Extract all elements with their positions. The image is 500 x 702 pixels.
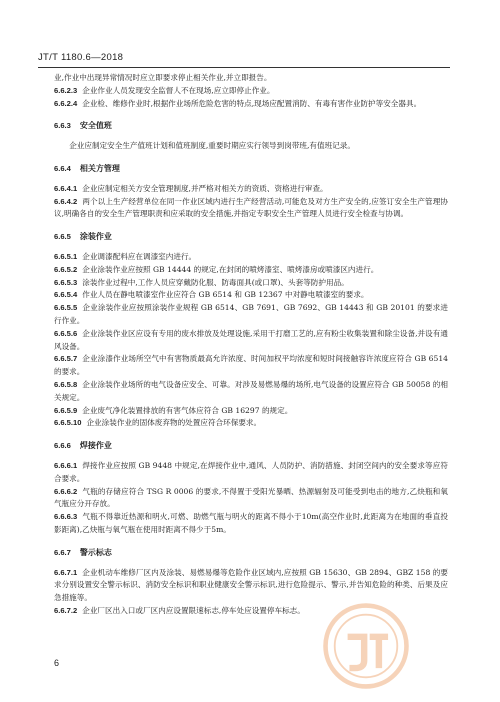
clause-text: 企业涂装作业场所的电气设备应安全、可靠。对涉及易燃易爆的场所,电气设备的设置应符合 GB 50058 的相关规定。 xyxy=(54,379,448,402)
clause-6-6-4-1 xyxy=(54,183,448,196)
page-number: 6 xyxy=(54,658,60,668)
clause-6-6-5-8 xyxy=(54,379,448,405)
section-title-6-6-3: 6.6.3 安全值班 xyxy=(54,121,112,131)
jt-seal-icon xyxy=(320,600,412,692)
clause-6-6-5-6 xyxy=(54,328,448,354)
clause-number: 6.6.4.1 xyxy=(54,183,78,193)
clause-6-6-5-4 xyxy=(54,289,448,302)
clause-number: 6.6.4.2 xyxy=(54,196,78,206)
section-title-6-6-6: 6.6.6 焊接作业 xyxy=(54,441,112,451)
clause-6-6-5-3 xyxy=(54,277,448,290)
clause-text: 涂装作业过程中,工作人员应穿戴防化服、防毒面具(或口罩)、头套等防护用品。 xyxy=(82,277,349,287)
clause-text: 企业涂装作业应按照涂装作业规程 GB 6514、GB 7691、GB 7692、GB 14443 和 GB 20101 的要求进行作业。 xyxy=(54,303,448,325)
clause-text: 企业应制定相关方安全管理制度,并严格对相关方的资质、资格进行审查。 xyxy=(82,183,328,193)
clause-number: 6.6.5.5 xyxy=(54,303,78,313)
clause-text: 气瓶的存储应符合 TSG R 0006 的要求,不得置于受阳光暴晒、热源辐射及可能受到电击的地方,乙炔瓶和氧气瓶应分开存放。 xyxy=(54,486,448,509)
clause-text: 企业涂装作业区应设有专用的废水排放及处理设施,采用干打磨工艺的,应有粉尘收集装置和除尘设备,并设有通风设备。 xyxy=(54,328,448,351)
document-body xyxy=(54,72,448,618)
clause-number: 6.6.5.6 xyxy=(54,328,78,338)
clause-text: 企业涂装作业应按照 GB 14444 的规定,在封闭的喷烤漆室、喷烤漆房或喷漆区内进行。 xyxy=(82,264,379,274)
clause-number: 6.6.5.10 xyxy=(54,418,82,428)
clause-6-6-4-2 xyxy=(54,196,448,222)
clause-6-6-5-2 xyxy=(54,264,448,277)
clause-text: 企业作业人员发现安全监督人不在现场,应立即停止作业。 xyxy=(82,85,275,95)
clause-number: 6.6.5.3 xyxy=(54,277,78,287)
clause-number: 6.6.6.1 xyxy=(54,460,78,470)
clause-number: 6.6.2.4 xyxy=(54,98,78,108)
section-items-6-6-5 xyxy=(54,251,448,430)
clause-number: 6.6.5.4 xyxy=(54,290,78,300)
clause-text: 企业涂装作业的固体废弃物的处置应符合环保要求。 xyxy=(86,418,262,428)
clause-text: 作业人员在静电喷漆室作业应符合 GB 6514 和 GB 12367 中对静电喷漆室的要求。 xyxy=(82,290,369,300)
section-title-6-6-4: 6.6.4 相关方管理 xyxy=(54,163,120,173)
clause-number: 6.6.2.3 xyxy=(54,85,78,95)
clause-number: 6.6.6.2 xyxy=(54,486,78,496)
clause-text: 企业涂漆作业场所空气中有害物质最高允许浓度、时间加权平均浓度和短时间接触容许浓度应符合 GB 6514 的要求。 xyxy=(54,354,448,377)
continued-paragraph: 业,作业中出现异常情况时应立即要求停止相关作业,并立即报告。 xyxy=(54,73,272,82)
clause-number: 6.6.7.2 xyxy=(54,605,78,615)
clause-6-6-6-2 xyxy=(54,486,448,512)
clause-text: 企业机动车维修厂区内及涂装、易燃易爆等危险作业区域内,应按照 GB 15630、GB 2894、GBZ 158 的要求分别设置安全警示标识、消防安全标识和职业健康安全警示标识,进行危险提示、警示,并告知危险的种类、后果及应急措施等。 xyxy=(54,567,448,603)
clause-6-6-5-1 xyxy=(54,251,448,264)
standard-code: JT/T 1180.6—2018 xyxy=(38,52,124,63)
clause-6-6-6-1 xyxy=(54,460,448,486)
header-rule xyxy=(38,67,450,68)
clause-text: 企业调漆配料应在调漆室内进行。 xyxy=(82,251,197,261)
clause-6-6-2-4 xyxy=(54,98,448,111)
section-body-6-6-3: 企业应制定安全生产值班计划和值班制度,重要时期应实行领导到岗带班,有值班记录。 xyxy=(69,141,355,151)
clause-text: 两个以上生产经营单位在同一作业区域内进行生产经营活动,可能危及对方生产安全的,应签订安全生产管理协议,明确各自的安全生产管理职责和应采取的安全措施,并指定专职安全生产管理人员进行安全检查与协调。 xyxy=(54,196,448,219)
clause-text: 气瓶不得靠近热源和明火,可燃、助燃气瓶与明火的距离不得小于10m(高空作业时,此距离为在地面的垂直投影距离),乙炔瓶与氧气瓶在使用时距离不得少于5m。 xyxy=(54,512,448,534)
clause-number: 6.6.6.3 xyxy=(54,512,78,522)
clause-6-6-2-3 xyxy=(54,85,448,98)
clause-6-6-5-10 xyxy=(54,417,448,430)
clause-number: 6.6.5.7 xyxy=(54,354,78,364)
clause-6-6-5-5 xyxy=(54,302,448,328)
clause-text: 焊接作业应按照 GB 9448 中规定,在焊接作业中,通风、人员防护、消防措施、封闭空间内的安全要求等应符合要求。 xyxy=(54,460,448,483)
clause-number: 6.6.5.1 xyxy=(54,251,78,261)
section-items-6-6-6 xyxy=(54,460,448,537)
clause-number: 6.6.5.9 xyxy=(54,405,78,415)
clause-text: 企业厂区出入口或厂区内应设置限速标志,停车处应设置停车标志。 xyxy=(82,605,305,615)
section-items-6-6-4 xyxy=(54,183,448,221)
section-title-6-6-5: 6.6.5 涂装作业 xyxy=(54,232,112,242)
clause-number: 6.6.5.8 xyxy=(54,379,78,389)
clause-6-6-5-7 xyxy=(54,353,448,379)
clause-6-6-6-3 xyxy=(54,511,448,537)
clause-6-6-5-9 xyxy=(54,405,448,418)
clause-text: 企业检、维修作业时,根据作业场所危险危害的特点,现场应配置消防、有毒有害作业防护等安全器具。 xyxy=(82,98,422,108)
clause-number: 6.6.5.2 xyxy=(54,264,78,274)
clause-text: 企业废气净化装置排放的有害气体应符合 GB 16297 的规定。 xyxy=(82,405,293,415)
clause-number: 6.6.7.1 xyxy=(54,567,78,577)
section-title-6-6-7: 6.6.7 警示标志 xyxy=(54,547,112,557)
